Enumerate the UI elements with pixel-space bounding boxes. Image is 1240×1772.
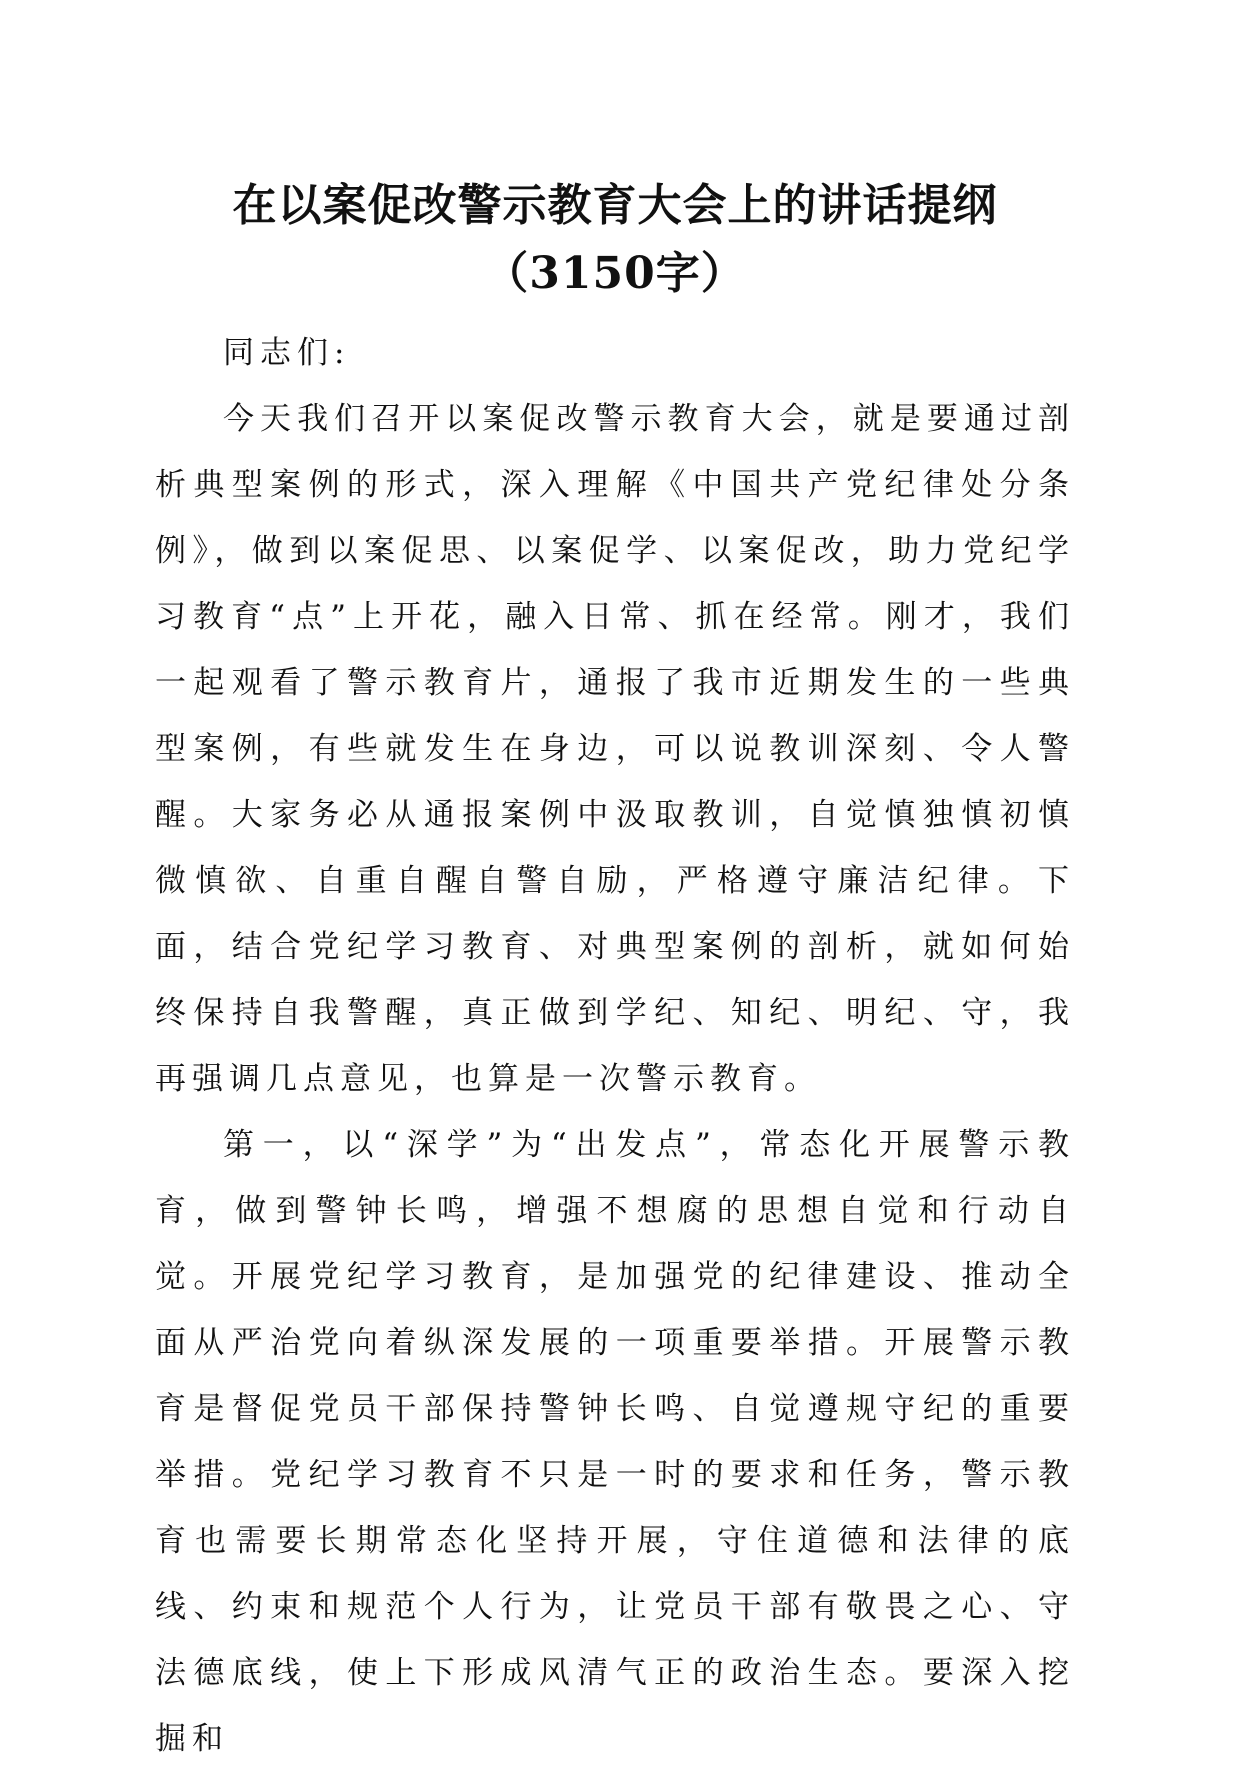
document-body	[155, 320, 1075, 1772]
document-title: 在以案促改警示教育大会上的讲话提纲（3150字）	[232, 180, 998, 299]
paragraph-intro: 今天我们召开以案促改警示教育大会，就是要通过剖析典型案例的形式，深入理解《中国共产党纪律处分条例》，做到以案促思、以案促学、以案促改，助力党纪学习教育“点”上开花，融入日常、抓在经常。刚才，我们一起观看了警示教育片，通报了我市近期发生的一些典型案例，有些就发生在身边，可以说教训深刻、令人警醒。大家务必从通报案例中汲取教训，自觉慎独慎初慎微慎欲、自重自醒自警自励，严格遵守廉洁纪律。下面，结合党纪学习教育、对典型案例的剖析，就如何始终保持自我警醒，真正做到学纪、知纪、明纪、守，我再强调几点意见，也算是一次警示教育。	[155, 401, 1075, 1097]
greeting: 同志们:	[223, 335, 351, 371]
paragraph-first-point: 第一，以“深学”为“出发点”，常态化开展警示教育，做到警钟长鸣，增强不想腐的思想自觉和行动自觉。开展党纪学习教育，是加强党的纪律建设、推动全面从严治党向着纵深发展的一项重要举措。开展警示教育是督促党员干部保持警钟长鸣、自觉遵规守纪的重要举措。党纪学习教育不只是一时的要求和任务，警示教育也需要长期常态化坚持开展，守住道德和法律的底线、约束和规范个人行为，让党员干部有敬畏之心、守法德底线，使上下形成风清气正的政治生态。要深入挖掘和	[155, 1127, 1075, 1757]
